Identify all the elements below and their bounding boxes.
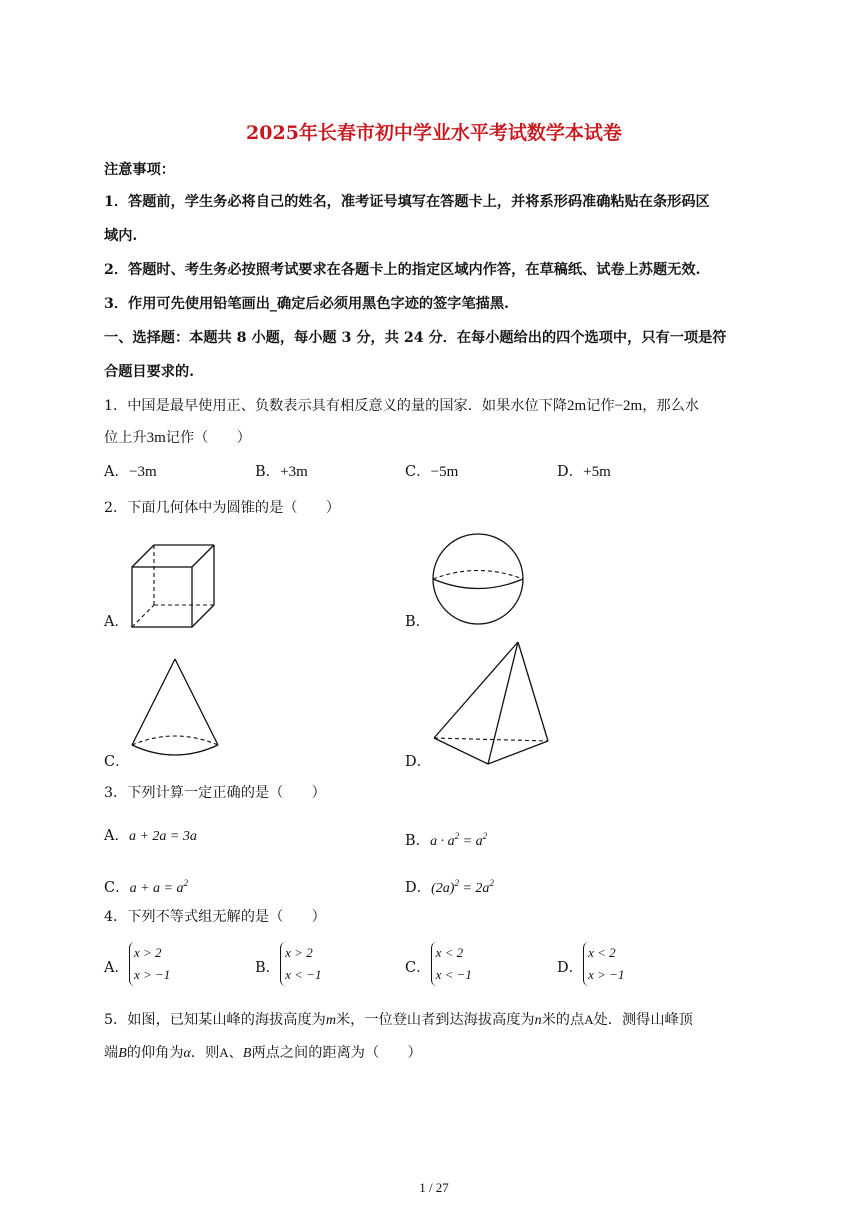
notes-heading: 注意事项： [104,162,175,178]
cube-icon [128,543,218,629]
section-heading: 一、选择题：本题共 8 小题，每小题 3 分，共 24 分．在每小题给出的四个选项中，只有一项是符 [104,330,727,346]
note-item-1: 1．答题前，学生务必将自己的姓名，准考证号填写在答题卡上，并将系形码准确粘贴在条形码区 [104,194,710,210]
pyramid-icon [430,640,552,768]
question-5-stem-cont: 端B的仰角为α．则A、B两点之间的距离为（ ） [104,1045,422,1061]
q3-option-d: D．$(2a)^2 = 2a^2$ [405,878,494,896]
note-item-1-cont: 域内. [104,228,138,244]
sphere-icon [430,532,528,626]
q3-option-b: B．$a \cdot a^2 = a^2$ [405,831,488,849]
q3-option-a: A．a + 2a = 3a [104,828,197,844]
q3-option-c: C．$a + a = a^2$ [104,878,189,896]
question-2-stem: 2．下面几何体中为圆锥的是（ ） [104,500,341,516]
note-item-2: 2．答题时、考生务必按照考试要求在各题卡上的指定区域内作答，在草稿纸、试卷上苏题无效. [104,262,701,278]
page-number: 1 / 27 [419,1180,449,1195]
q2-option-d-label: D． [405,754,432,770]
inequality-system: x < 2 x < −1 [431,942,472,986]
page-title: 2025年长春市初中学业水平考试数学本试卷 [246,122,622,144]
q2-option-c-label: C． [104,754,130,770]
section-heading-cont: 合题目要求的. [104,364,195,380]
inequality-system: x > 2 x > −1 [129,942,170,986]
q2-option-b-label: B． [405,614,431,630]
cone-icon [128,657,222,761]
inequality-system: x < 2 x > −1 [583,942,624,986]
q1-option-b: B．+3m [255,464,308,480]
q1-option-d: D．+5m [557,464,611,480]
math-value: 3m [146,430,166,446]
question-1-stem: 1．中国是最早使用正、负数表示具有相反意义的量的国家．如果水位下降2m记作−2m，那么水 [104,398,699,414]
inequality-system: x > 2 x < −1 [280,942,321,986]
question-4-stem: 4．下列不等式组无解的是（ ） [104,909,326,925]
q4-option-d: D．x < 2 x > −1 [557,942,624,986]
question-1-stem-cont: 位上升3m记作（ ） [104,430,251,446]
q4-option-a: A．x > 2 x > −1 [104,942,170,986]
math-value: 2m [567,398,587,414]
note-item-3: 3．作用可先使用铅笔画出_确定后必须用黑色字迹的签字笔描黑. [104,296,509,312]
question-3-stem: 3．下列计算一定正确的是（ ） [104,785,326,801]
math-value: −2m [614,398,643,414]
question-5-stem: 5．如图，已知某山峰的海拔高度为m米，一位登山者到达海拔高度为n米的点A处．测得山峰顶 [104,1012,693,1028]
q1-option-c: C．−5m [405,464,459,480]
q4-option-b: B．x > 2 x < −1 [255,942,321,986]
q1-option-a: A．−3m [104,464,157,480]
q4-option-c: C．x < 2 x < −1 [405,942,472,986]
q2-option-a-label: A． [104,614,129,630]
